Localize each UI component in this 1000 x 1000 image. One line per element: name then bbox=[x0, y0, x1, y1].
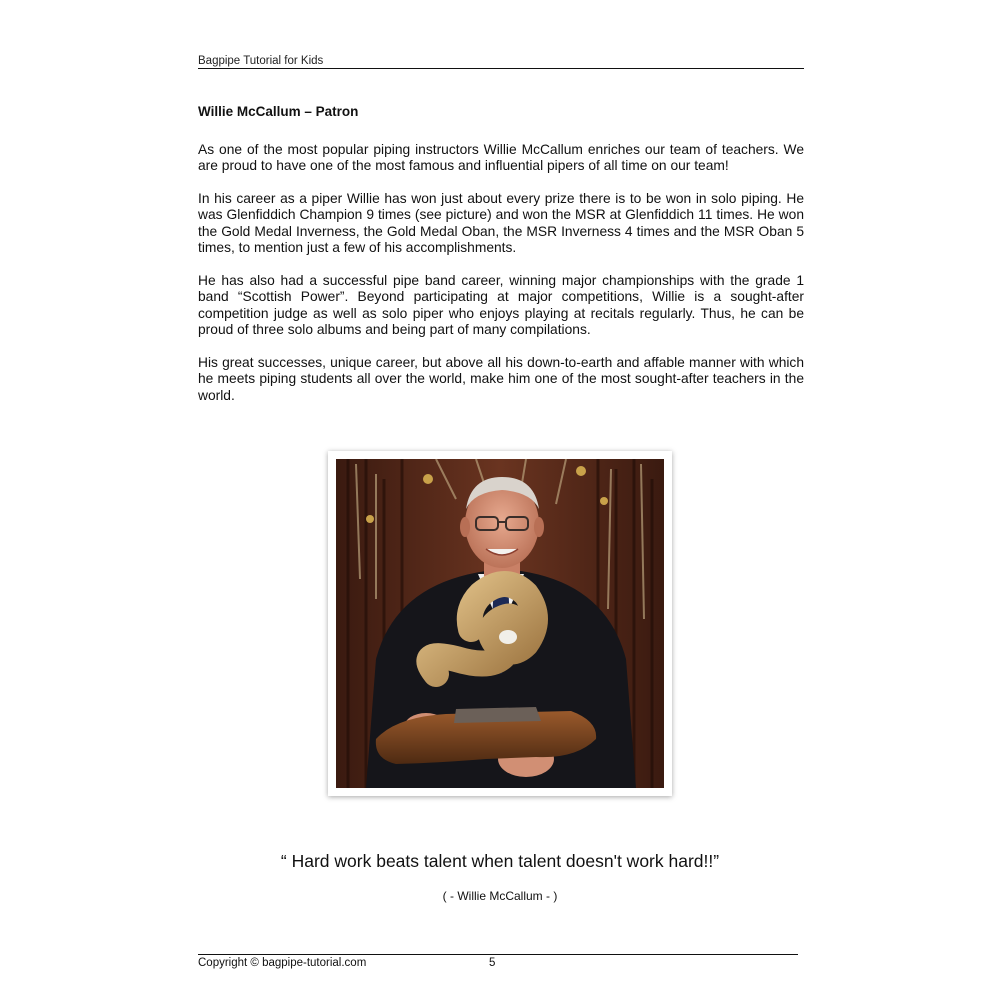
paragraph-summary: His great successes, unique career, but above all his down-to-earth and affable manner with which he meets piping students all over the world, make him one of the most sought-after teachers in the world. bbox=[198, 355, 804, 403]
paragraph-pipe-band: He has also had a successful pipe band career, winning major championships with the grade 1 band “Scottish Power”. Beyond participating at major competitions, Willie is a sought-after competition judge as well as solo piper who enjoys playing at recitals regularly. Thus, he can be proud of three solo albums and being part of many compilations. bbox=[198, 273, 804, 337]
footer-copyright: Copyright © bagpipe-tutorial.com bbox=[198, 957, 367, 969]
running-header: Bagpipe Tutorial for Kids bbox=[198, 55, 324, 67]
paragraph-intro: As one of the most popular piping instructors Willie McCallum enriches our team of teachers. We are proud to have one of the most famous and influential pipers of all time on our team! bbox=[198, 142, 804, 174]
paragraph-career: In his career as a piper Willie has won just about every prize there is to be won in solo piping. He was Glenfiddich Champion 9 times (see picture) and won the MSR at Glenfiddich 11 times. He won the Gold Medal Inverness, the Gold Medal Oban, the MSR Inverness 4 times and the MSR Oban 5 times, to mention just a few of his accomplishments. bbox=[198, 191, 804, 255]
photo-frame bbox=[328, 451, 672, 796]
header-divider bbox=[198, 68, 804, 69]
quote-text: “ Hard work beats talent when talent doesn't work hard!!” bbox=[280, 851, 720, 871]
section-title: Willie McCallum – Patron bbox=[198, 104, 359, 119]
footer-divider bbox=[198, 954, 798, 955]
page-number: 5 bbox=[489, 957, 496, 969]
patron-photo bbox=[336, 459, 664, 788]
quote-attribution: ( - Willie McCallum - ) bbox=[442, 889, 558, 903]
